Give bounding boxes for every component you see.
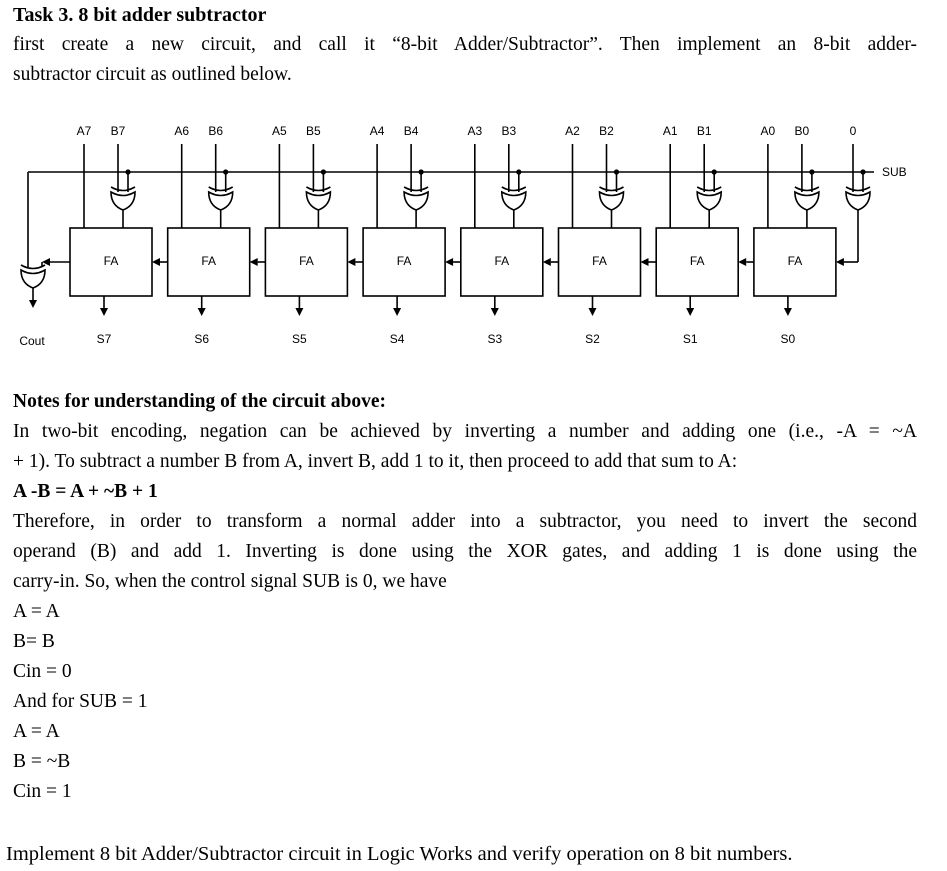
input-label-b3: B3 [501,124,517,138]
adder-subtractor-circuit-diagram [0,112,947,352]
input-label-a4: A4 [369,124,385,138]
carry-arrow-5 [250,258,258,266]
input-label-b2: B2 [599,124,614,138]
sum-arrow-s2 [589,308,597,316]
output-label-s6: S6 [194,332,210,346]
input-label-a6: A6 [174,124,190,138]
carry-arrow-2 [543,258,551,266]
xor-gate-b3-arc [502,187,526,191]
sum-arrow-s4 [393,308,401,316]
sub-label: SUB [882,165,907,179]
xor-gate-b2 [600,187,624,210]
subtraction-formula: A -B = A + ~B + 1 [13,481,158,502]
sub1-intro: And for SUB = 1 [13,691,148,712]
xor-gate-cin-body [846,192,870,210]
notes-paragraph-2-line-3: carry-in. So, when the control signal SUB is 0, we have [13,571,447,592]
xor-gate-b4-body [404,192,428,210]
xor-gate-b6 [209,187,233,210]
xor-gate-b5 [306,187,330,210]
full-adder-label-5: FA [299,254,314,268]
carry-arrow-0 [738,258,746,266]
sum-arrow-s5 [295,308,303,316]
input-label-b1: B1 [696,124,712,138]
cout-arrow [29,300,37,308]
output-label-s0: S0 [780,332,796,346]
input-label-a7: A7 [76,124,92,138]
full-adder-label-0: FA [787,254,803,268]
xor-gate-b0 [795,187,819,210]
xor-gate-b7 [111,187,135,210]
output-label-s2: S2 [585,332,600,346]
xor-gate-b1 [697,187,721,210]
carry-arrow-1 [641,258,649,266]
footer-instruction: Implement 8 bit Adder/Subtractor circuit in Logic Works and verify operation on 8 bit numbers. [6,843,793,865]
xor-gate-cout [21,265,45,288]
xor-gate-b6-arc [209,187,233,191]
xor-gate-b0-arc [795,187,819,191]
output-label-s4: S4 [389,332,405,346]
input-label-a5: A5 [272,124,287,138]
notes-heading: Notes for understanding of the circuit above: [13,391,387,412]
carry-arrow-6 [152,258,160,266]
xor-gate-b4 [404,187,428,210]
sum-arrow-s6 [198,308,206,316]
sub1-cin-equation: Cin = 1 [13,781,72,802]
input-label-a1: A1 [662,124,678,138]
carry-in-arrow [836,258,844,266]
input-label-b6: B6 [208,124,224,138]
intro-line-2: subtractor circuit as outlined below. [13,64,292,85]
input-label-b7: B7 [110,124,126,138]
input-label-b4: B4 [403,124,419,138]
notes-paragraph-1-line-2: + 1). To subtract a number B from A, invert B, add 1 to it, then proceed to add that sum to A: [13,451,738,472]
xor-gate-b5-arc [306,187,330,191]
full-adder-label-6: FA [201,254,217,268]
output-label-s3: S3 [487,332,503,346]
xor-gate-b3 [502,187,526,210]
xor-gate-b6-body [209,192,233,210]
sub0-a-equation: A = A [13,601,60,622]
carry-in-zero-label: 0 [849,124,857,138]
input-label-a3: A3 [467,124,483,138]
sub0-cin-equation: Cin = 0 [13,661,72,682]
xor-gate-b7-body [111,192,135,210]
full-adder-label-7: FA [103,254,119,268]
xor-gate-b4-arc [404,187,428,191]
xor-gate-b2-arc [600,187,624,191]
notes-paragraph-2-line-2: operand (B) and add 1. Inverting is done using the XOR gates, and adding 1 is done using the [13,541,917,562]
carry-arrow-3 [445,258,453,266]
sub0-b-equation: B= B [13,631,55,652]
cout-label: Cout [19,334,45,348]
sum-arrow-s7 [100,308,108,316]
input-label-a0: A0 [760,124,776,138]
sum-arrow-s0 [784,308,792,316]
xor-gate-cin-arc [846,187,870,191]
notes-paragraph-2-line-1: Therefore, in order to transform a normal adder into a subtractor, you need to invert the second [13,511,917,532]
xor-gate-b7-arc [111,187,135,191]
full-adder-label-4: FA [396,254,412,268]
full-adder-label-3: FA [494,254,510,268]
xor-gate-b5-body [306,192,330,210]
xor-gate-cout-body [21,270,45,288]
sum-arrow-s1 [686,308,694,316]
xor-gate-cin [846,187,870,210]
input-label-b0: B0 [794,124,810,138]
sub1-b-equation: B = ~B [13,751,71,772]
xor-gate-b1-body [697,192,721,210]
sub1-a-equation: A = A [13,721,60,742]
xor-gate-b2-body [600,192,624,210]
sum-arrow-s3 [491,308,499,316]
task-title: Task 3. 8 bit adder subtractor [13,4,267,26]
intro-line-1: first create a new circuit, and call it “8-bit Adder/Subtractor”. Then implement an 8-bit adder- [13,34,917,55]
xor-gate-b3-body [502,192,526,210]
carry-out-arrow-7 [42,258,50,266]
full-adder-label-1: FA [689,254,705,268]
xor-gate-b0-body [795,192,819,210]
output-label-s5: S5 [292,332,307,346]
carry-arrow-4 [347,258,355,266]
full-adder-label-2: FA [592,254,607,268]
notes-paragraph-1-line-1: In two-bit encoding, negation can be achieved by inverting a number and adding one (i.e., -A = ~A [13,421,917,442]
output-label-s1: S1 [682,332,698,346]
input-label-b5: B5 [306,124,321,138]
input-label-a2: A2 [565,124,580,138]
xor-gate-b1-arc [697,187,721,191]
output-label-s7: S7 [96,332,112,346]
